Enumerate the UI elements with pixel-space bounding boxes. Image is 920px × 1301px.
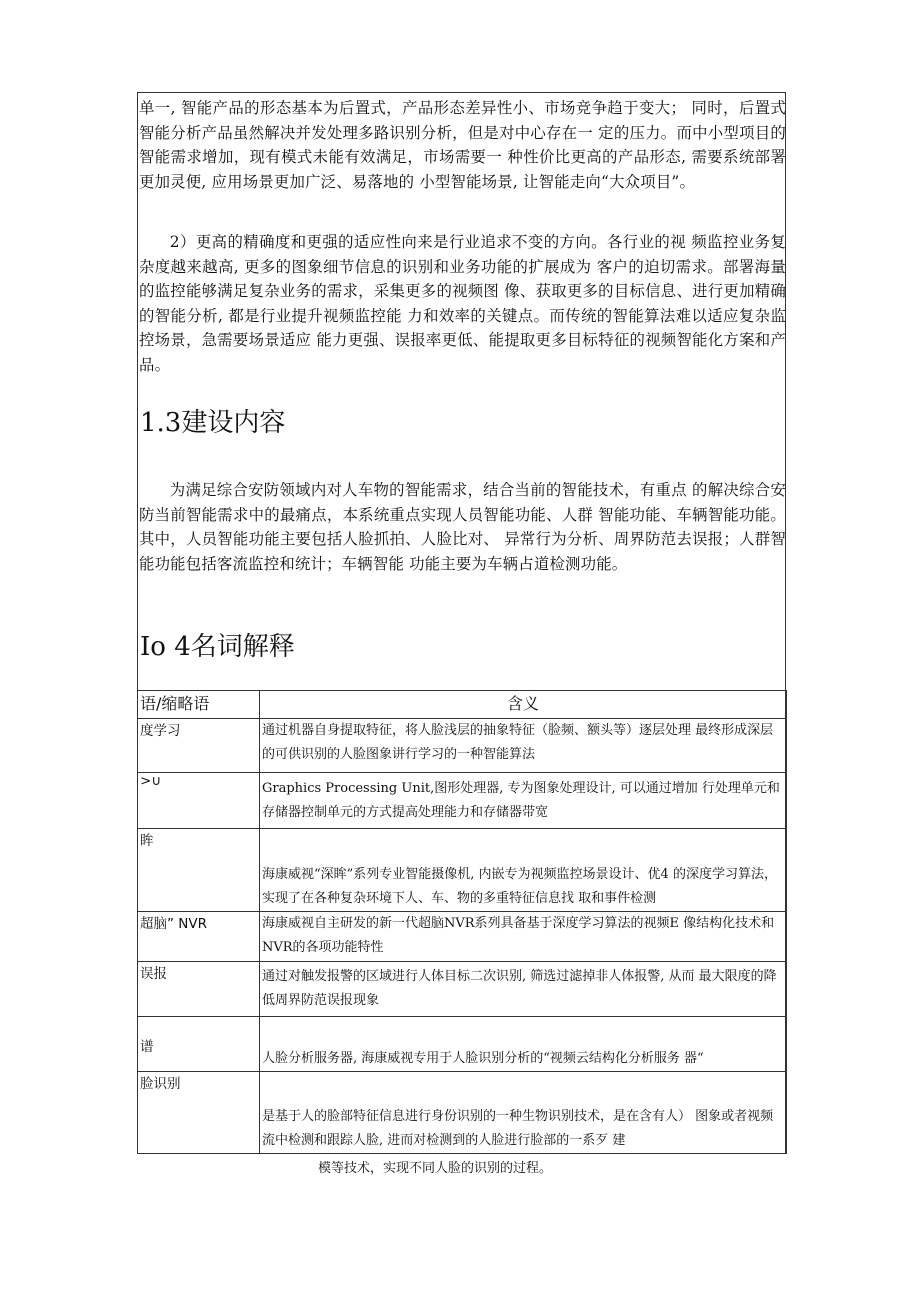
definition-cell: 通过机器自身提取特征，将人脸浅层的抽象特征（脸频、额头等）逐层处理 最终形成深层的可供识别的人脸图象讲行学习的一种智能算法: [260, 719, 787, 773]
overflow-text: 模等技术，实现不同人脸的识别的过程。: [318, 1161, 553, 1176]
term-cell: 度学习: [138, 719, 260, 773]
term-cell: 脸识别: [138, 1072, 260, 1154]
definition-cell: 是基于人的脸部特征信息进行身份识别的一种生物识别技术，是在含有人） 图象或者视频流中检测和跟踪人脸, 进而对检测到的人脸进行脸部的一系歹 建: [260, 1072, 787, 1154]
header-term: 语/缩略语: [138, 691, 260, 719]
term-cell: >∪: [138, 773, 260, 829]
table-row: [138, 1072, 787, 1154]
table-row: [138, 829, 787, 912]
paragraph-3: 为满足综合安防领域内对人车物的智能需求，结合当前的智能技术，有重点 的解决综合安防当前智能需求中的最痛点，本系统重点实现人员智能功能、人群 智能功能、车辆智能功能。其中，人员智能功能主要包括人脸抓拍、人脸比对、 异常行为分析、周界防范去误报；人群智能功能包括客流监控和统计；车辆智能 功能主要为车辆占道检测功能。: [139, 481, 786, 573]
definition-cell: 海康威视“深眸”系列专业智能摄像机, 内嵌专为视频监控场景设计、优4 的深度学习算法，实现了在各种复杂环境下人、车、物的多重特征信息找 取和事件检测: [260, 829, 787, 912]
table-row: [138, 912, 787, 962]
term-cell: 眸: [138, 829, 260, 912]
definition-cell: 人脸分析服务器, 海康威视专用于人脸识别分析的“视频云结构化分析服务 器“: [260, 1017, 787, 1072]
table-header-row: [138, 691, 787, 719]
paragraph-1: 单一, 智能产品的形态基本为后置式，产品形态差异性小、市场竞争趋于变大； 同时，后置式智能分析产品虽然解决并发处理多路识别分析，但是对中心存在一 定的压力。而中小型项目的智能需求增加，现有模式未能有效满足，市场需要一 种性价比更高的产品形态, 需要系统部署更加灵便, 应用场景更加广泛、易落地的 小型智能场景, 让智能走向“大众项目”。: [139, 99, 786, 191]
definition-cell: 海康威视自主研发的新一代超脑NVR系列具备基于深度学习算法的视频E 像结构化技术和NVR的各项功能特性: [260, 912, 787, 962]
paragraph-2: 2）更高的精确度和更强的适应性向来是行业追求不变的方向。各行业的视 频监控业务复杂度越来越高, 更多的图象细节信息的识别和业务功能的扩展成为 客户的迫切需求。部署海量的监控能够满足复杂业务的需求，采集更多的视频图 像、获取更多的目标信息、进行更加精确的智能分析, 都是行业提升视频监控能 力和效率的关键点。而传统的智能算法难以适应复杂监控场景，急需要场景适应 能力更强、误报率更低、能提取更多目标特征的视频智能化方案和产品。: [139, 233, 786, 374]
section-heading-1-4: Io 4名词解释: [140, 632, 295, 662]
table-row: [138, 1017, 787, 1072]
glossary-table: [137, 690, 787, 1154]
section-heading-1-3: 1.3建设内容: [140, 408, 286, 438]
table-row: [138, 719, 787, 773]
term-cell: 谱: [138, 1017, 260, 1072]
table-row: [138, 773, 787, 829]
header-definition: 含义: [260, 691, 787, 719]
term-cell: 超脑” NVR: [138, 912, 260, 962]
definition-cell: 通过对触发报警的区域进行人体目标二次识别, 筛选过滤掉非人体报警, 从而 最大限度的降低周界防范误报现象: [260, 962, 787, 1017]
term-cell: 误报: [138, 962, 260, 1017]
definition-cell: Graphics Processing Unit,图形处理器, 专为图象处理设计, 可以通过增加 行处理单元和存储器控制单元的方式提高处理能力和存储器带宽: [260, 773, 787, 829]
table-row: [138, 962, 787, 1017]
